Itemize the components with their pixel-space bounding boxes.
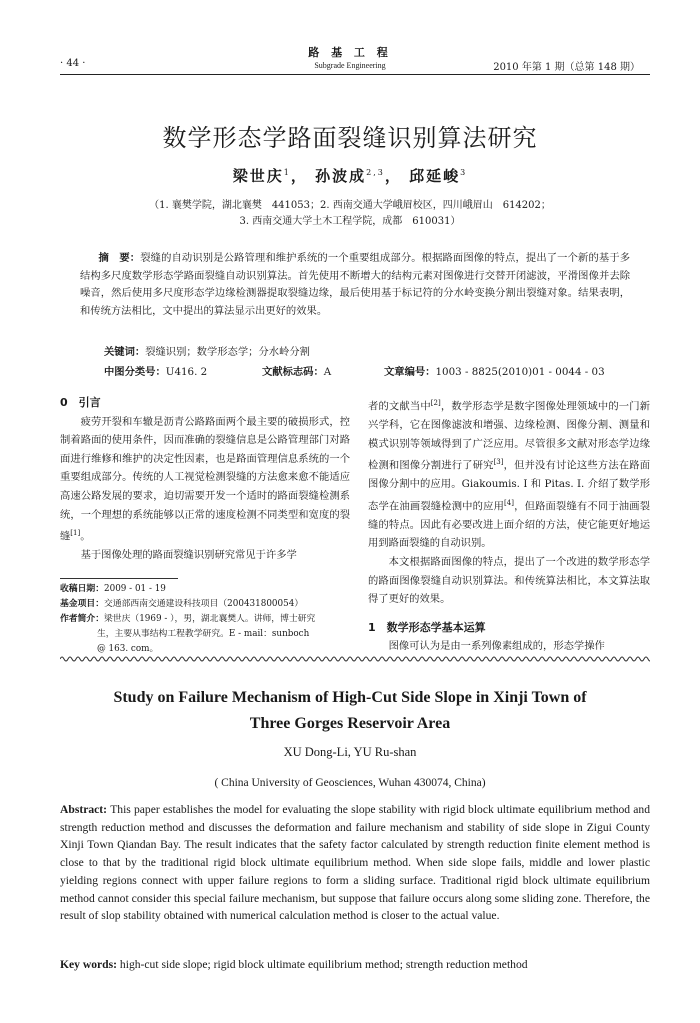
intro-paragraph: 疲劳开裂和车辙是沥青公路路面两个最主要的破损形式，控制着路面的使用条件，因而准确的裂缝信息是公路管理部门对路面进行维修和维护的决定性因素，也是路面管理信息系统的一个重要组成部分。传统的人工视觉检测裂缝的方法愈来愈不能适应高速公路发展的要求，迫切需要开发一个适时的路面裂缝检测系统，一个理想的系统能够以正常的速度检测不同类型和宽度的裂缝[1]。	[60, 415, 350, 543]
en-keywords: Key words: high-cut side slope; rigid block ultimate equilibrium method; strength reduction method	[60, 958, 528, 971]
author-list: 梁世庆$^1$， 孙波成$^{2,3}$， 邱延峻$^3$	[232, 167, 468, 185]
en-title-line: Study on Failure Mechanism of High-Cut Side Slope in Xinji Town of	[113, 689, 587, 706]
citation: [1]	[70, 529, 81, 538]
abstract-cn-label: 摘 要：	[98, 252, 141, 264]
affiliation-line: 3. 西南交通大学土木工程学院，成都 610031）	[239, 216, 461, 227]
citation: [3]	[493, 458, 504, 467]
author-affil-mark: 3	[460, 168, 468, 177]
citation: [4]	[504, 498, 514, 507]
right-column	[368, 394, 650, 656]
affiliation-line: （1. 襄樊学院，湖北襄樊 441053；2. 西南交通大学峨眉校区，四川峨眉山 614202；	[149, 200, 551, 211]
journal-name-cn: 路 基 工 程	[308, 46, 392, 59]
citation: [2]	[430, 399, 441, 407]
section-heading-1: 1 数学形态学基本运算	[368, 620, 486, 634]
abstract-cn	[80, 250, 630, 320]
left-column	[60, 394, 350, 565]
body-paragraph: 本文根据路面图像的特点，提出了一个改进的数学形态学的路面图像裂缝自动识别算法。和传统算法相比，本文算法取得了更好的效果。	[368, 556, 650, 606]
en-affiliation: ( China University of Geosciences, Wuhan 430074, China)	[214, 777, 486, 789]
footnote-rule	[60, 578, 178, 579]
en-abstract: Abstract: This paper establishes the model for evaluating the slope stability with rigid block ultimate equilibrium method and strength reduction method and discusses the deformation and failure mechanism and stability of side slope in Zigui County Xinji Town Qiandan Bay. The result indicates that the safety factor calculated by strength reduction finite element method is close to that by the traditional rigid block ultimate equilibrium method. When side slope fails, middle and lower plastic yielding regions connect with upper failure regions to form a sliding surface. Traditional rigid block ultimate equilibrium method cannot consider this special failure mechanism, but suppose that failure occurs along some sliding zone. Therefore, the result of slop stability obtained with numerical calculation method is closer to the actual value.	[60, 803, 650, 923]
keywords-cn-text: 裂缝识别；数学形态学；分水岭分割	[145, 346, 310, 358]
keywords-cn	[104, 343, 310, 358]
author-name: 邱延峻	[409, 167, 461, 185]
article-number: 文章编号：1003 - 8825(2010)01 - 0044 - 03	[384, 366, 605, 378]
paper-title: 数学形态学路面裂缝识别算法研究	[162, 124, 538, 152]
keywords-cn-label: 关键词：	[104, 346, 146, 358]
journal-name-en: Subgrade Engineering	[314, 61, 386, 70]
footnote: 收稿日期：2009 - 01 - 19 基金项目：交通部西南交通建设科技项目（200431800054） 作者简介：梁世庆（1969 - ），男，湖北襄樊人。讲师，博士研究 生，主要从事结构工程教学研究。E - mail：sunboch @ 163. com。	[60, 584, 316, 654]
doc-code: 文献标志码：A	[262, 366, 332, 378]
intro-paragraph: 基于图像处理的路面裂缝识别研究常见于许多学	[80, 549, 297, 562]
en-title-line: Three Gorges Reservoir Area	[249, 715, 451, 732]
issue-info: 2010 年第 1 期（总第 148 期）	[493, 62, 640, 73]
author-name: 孙波成	[315, 167, 367, 185]
author-name: 梁世庆	[232, 167, 284, 185]
wavy-divider	[60, 654, 650, 664]
en-authors: XU Dong-Li, YU Ru-shan	[283, 745, 417, 759]
fund-project: 交通部西南交通建设科技项目（200431800054）	[104, 599, 304, 609]
en-abstract-label: Abstract	[60, 803, 104, 816]
author-affil-mark: 2,3	[366, 168, 385, 177]
body-paragraph: 者的文献当中[2]，数学形态学是数字图像处理领域中的一门新兴学科，它在图像滤波和增强、边缘检测、图像分割、测量和模式识别等领域得到了广泛应用。尽管很多文献对形态学边缘检测和图像分割进行了研究[3]，但并没有讨论这些方法在路面图像分割中的应用。Giakoumis. I 和 Pitas. I. 介绍了数学形态学在油画裂缝检测中的应用[4]，但路面裂缝有不同于油画裂缝的特点。因此有必要改进上面介绍的方法，使它能更好地运用到路面裂缝的自动识别。	[368, 399, 651, 550]
section-heading-intro: 0 引言	[60, 396, 101, 409]
page-number: · 44 ·	[60, 58, 86, 69]
author-bio: 梁世庆（1969 - ），男，湖北襄樊人。讲师，博士研究	[104, 614, 316, 624]
header-rule	[60, 74, 650, 75]
body-paragraph: 图像可认为是由一系列像素组成的，形态学操作	[388, 640, 605, 653]
en-abstract-text: This paper establishes the model for evaluating the slope stability with rigid block ultimate equilibrium method and strength reduction method and discusses the deformation and failure mechanism and stability of side slope in Zigui County Xinji Town Qiandan Bay. The result indicates that the safety factor calculated by strength reduction finite element method is close to that by the traditional rigid block ultimate equilibrium method. When side slope fails, middle and lower plastic yielding regions connect with upper failure regions to form a sliding surface. Traditional rigid block ultimate equilibrium method cannot consider this special failure mechanism, but suppose that failure occurs along some sliding zone. Therefore, the result of slop stability obtained with numerical calculation method is closer to the actual value.	[60, 803, 650, 923]
received-date: 2009 - 01 - 19	[104, 584, 166, 594]
clc-number: 中图分类号：U416. 2	[104, 366, 208, 378]
en-keywords-label: Key words	[60, 958, 114, 971]
author-affil-mark: 1	[283, 168, 291, 177]
abstract-cn-text: 裂缝的自动识别是公路管理和维护系统的一个重要组成部分。根据路面图像的特点，提出了一个新的基于多结构多尺度数学形态学路面裂缝自动识别算法。首先使用不断增大的结构元素对图像进行交替开闭滤波，平滑图像并去除噪音，然后使用多尺度形态学边缘检测器提取裂缝边缘，最后使用基于标记符的分水岭变换分割出裂缝对象。结果表明，和传统方法相比，文中提出的算法显示出更好的效果。	[80, 252, 631, 317]
en-keywords-text: high-cut side slope; rigid block ultimate equilibrium method; strength reduction method	[119, 958, 528, 971]
